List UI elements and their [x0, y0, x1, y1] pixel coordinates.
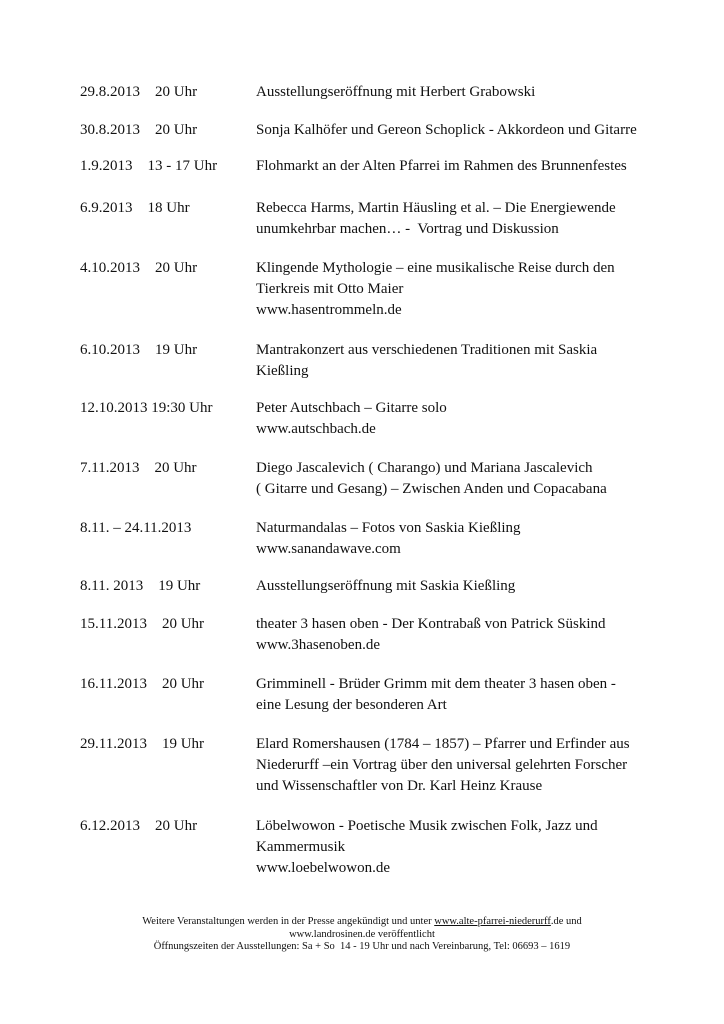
- event-date: 12.10.2013 19:30 Uhr: [80, 400, 213, 416]
- event-description: [256, 198, 676, 240]
- event-date: 30.8.2013 20 Uhr: [80, 122, 198, 138]
- event-website: www.autschbach.de: [256, 421, 376, 437]
- event-date: 6.12.2013 20 Uhr: [80, 818, 198, 834]
- event-description-line: und Wissenschaftler von Dr. Karl Heinz Krause: [256, 778, 543, 794]
- event-description: [256, 576, 676, 597]
- event-description-line: Sonja Kalhöfer und Gereon Schoplick - Akkordeon und Gitarre: [256, 122, 637, 138]
- event-description: [256, 614, 676, 656]
- event-description-line: Grimminell - Brüder Grimm mit dem theater 3 hasen oben -: [256, 676, 616, 692]
- event-description-line: unumkehrbar machen… - Vortrag und Diskussion: [256, 221, 559, 237]
- event-date: 6.9.2013 18 Uhr: [80, 200, 190, 216]
- event-description: [256, 156, 676, 177]
- event-description-line: Rebecca Harms, Martin Häusling et al. – Die Energiewende: [256, 200, 616, 216]
- page-footer: [62, 916, 662, 954]
- event-description-line: Ausstellungseröffnung mit Saskia Kießling: [256, 578, 516, 594]
- event-description: [256, 120, 676, 141]
- event-description-line: Ausstellungseröffnung mit Herbert Grabowski: [256, 84, 536, 100]
- event-description-line: Peter Autschbach – Gitarre solo: [256, 400, 447, 416]
- event-description-line: Elard Romershausen (1784 – 1857) – Pfarrer und Erfinder aus: [256, 736, 630, 752]
- event-description-line: theater 3 hasen oben - Der Kontrabaß von Patrick Süskind: [256, 616, 606, 632]
- footer-line-2: www.landrosinen.de veröffentlicht: [289, 928, 435, 940]
- event-website: www.sanandawave.com: [256, 541, 401, 557]
- event-description: [256, 734, 676, 797]
- footer-website-link[interactable]: www.alte-pfarrei-niederurff: [434, 916, 551, 927]
- event-description-line: Klingende Mythologie – eine musikalische Reise durch den: [256, 260, 615, 276]
- event-description-line: eine Lesung der besonderen Art: [256, 697, 447, 713]
- event-description: [256, 518, 676, 560]
- event-description: [256, 258, 676, 321]
- event-description-line: Löbelwowon - Poetische Musik zwischen Folk, Jazz und: [256, 818, 598, 834]
- event-website: www.hasentrommeln.de: [256, 302, 402, 318]
- event-date: 1.9.2013 13 - 17 Uhr: [80, 158, 218, 174]
- event-date: 29.11.2013 19 Uhr: [80, 736, 205, 752]
- event-website: www.3hasenoben.de: [256, 637, 380, 653]
- event-description-line: Diego Jascalevich ( Charango) und Mariana Jascalevich: [256, 460, 593, 476]
- event-description-line: Niederurff –ein Vortrag über den universal gelehrten Forscher: [256, 757, 628, 773]
- event-date: 8.11. 2013 19 Uhr: [80, 578, 201, 594]
- footer-line-1-suffix: .de und: [550, 916, 582, 927]
- event-description-line: Kammermusik: [256, 839, 346, 855]
- footer-line-1-text: Weitere Veranstaltungen werden in der Presse angekündigt und unter: [142, 916, 435, 927]
- event-date: 8.11. – 24.11.2013: [80, 520, 192, 536]
- event-date: 7.11.2013 20 Uhr: [80, 460, 197, 476]
- event-description: [256, 816, 676, 879]
- event-description-line: ( Gitarre und Gesang) – Zwischen Anden und Copacabana: [256, 481, 607, 497]
- event-date: 15.11.2013 20 Uhr: [80, 616, 205, 632]
- event-description-line: Tierkreis mit Otto Maier: [256, 281, 404, 297]
- event-description: [256, 398, 676, 440]
- event-description-line: Kießling: [256, 363, 309, 379]
- footer-line-1: [62, 916, 662, 929]
- event-date: 4.10.2013 20 Uhr: [80, 260, 198, 276]
- event-description-line: Naturmandalas – Fotos von Saskia Kießling: [256, 520, 521, 536]
- event-description: [256, 674, 676, 716]
- event-date: 6.10.2013 19 Uhr: [80, 342, 198, 358]
- footer-opening-hours: Öffnungszeiten der Ausstellungen: Sa + So 14 - 19 Uhr und nach Vereinbarung, Tel: 06693 – 1619: [153, 941, 571, 952]
- event-description-line: Mantrakonzert aus verschiedenen Traditionen mit Saskia: [256, 342, 598, 358]
- event-date: 16.11.2013 20 Uhr: [80, 676, 205, 692]
- event-website: www.loebelwowon.de: [256, 860, 390, 876]
- event-description: [256, 340, 676, 382]
- event-description: [256, 458, 676, 500]
- event-description-line: Flohmarkt an der Alten Pfarrei im Rahmen des Brunnenfestes: [256, 158, 627, 174]
- event-date: 29.8.2013 20 Uhr: [80, 84, 198, 100]
- event-description: [256, 82, 676, 103]
